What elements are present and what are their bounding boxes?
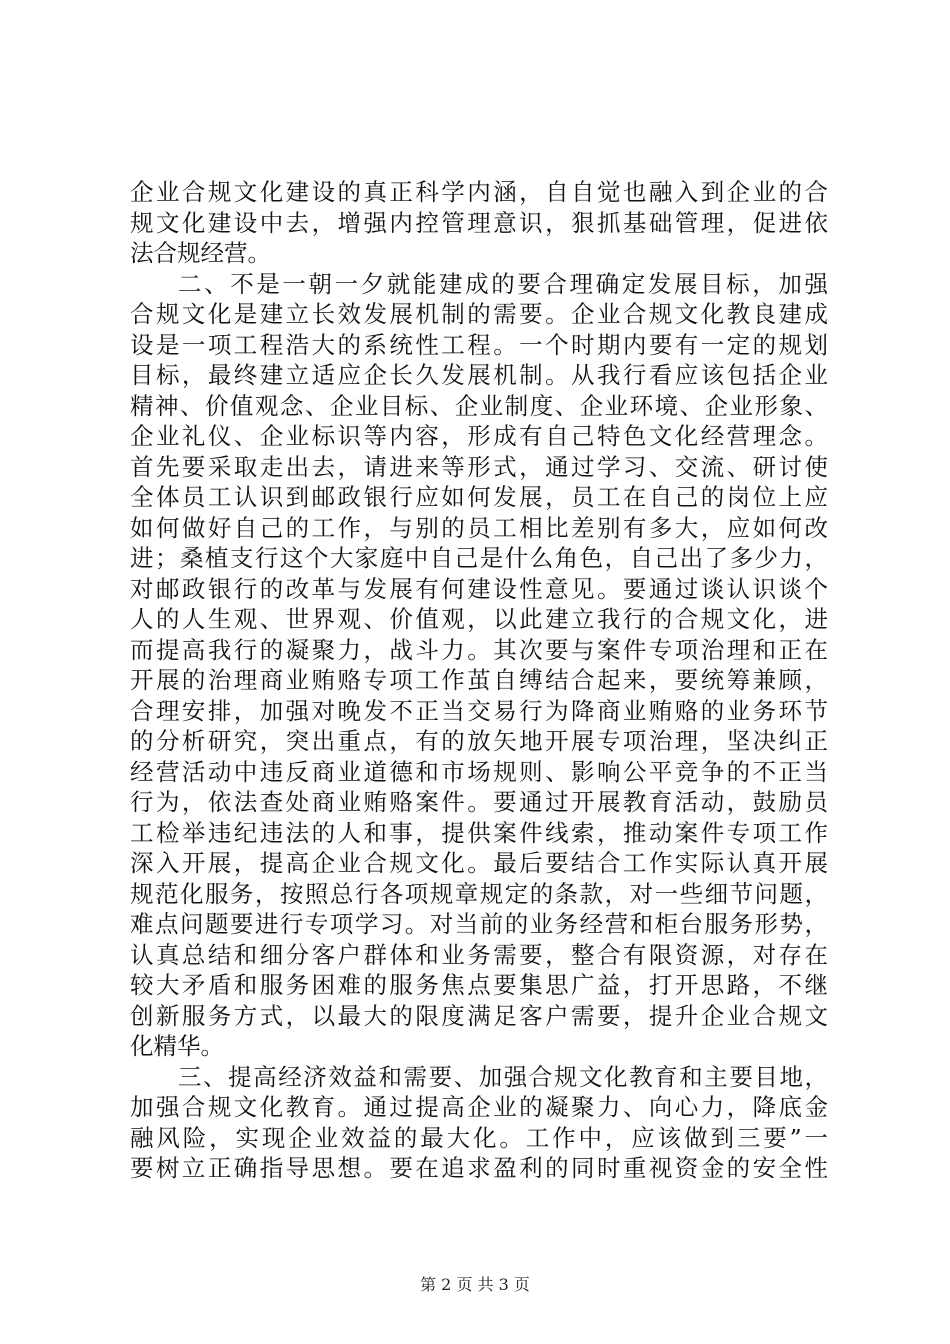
text-line: 目标，最终建立适应企长久发展机制。从我行看应该包括企业 <box>130 361 828 389</box>
text-line: 规文化建设中去，增强内控管理意识，狠抓基础管理，促进依 <box>130 208 828 237</box>
text-line: 设是一项工程浩大的系统性工程。一个时期内要有一定的规划 <box>130 330 828 359</box>
page-footer: 第 2 页 共 3 页 <box>420 1275 530 1294</box>
text-line: 开展的治理商业贿赂专项工作茧自缚结合起来，要统筹兼顾， <box>130 666 828 694</box>
text-line: 人的人生观、世界观、价值观，以此建立我行的合规文化，进 <box>130 605 828 633</box>
text-line: 难点问题要进行专项学习。对当前的业务经营和柜台服务形势， <box>130 910 828 938</box>
text-line: 全体员工认识到邮政银行应如何发展，员工在自己的岗位上应 <box>130 483 828 511</box>
text-line: 深入开展，提高企业合规文化。最后要结合工作实际认真开展 <box>130 849 828 877</box>
text-line: 行为，依法查处商业贿赂案件。要通过开展教育活动，鼓励员 <box>130 788 828 816</box>
text-line: 融风险，实现企业效益的最大化。工作中，应该做到三要”一 <box>130 1123 828 1152</box>
text-line: 创新服务方式，以最大的限度满足客户需要，提升企业合规文 <box>130 1001 828 1030</box>
text-line: 工检举违纪违法的人和事，提供案件线索，推动案件专项工作 <box>130 818 828 847</box>
text-line: 合理安排，加强对晚发不正当交易行为降商业贿赂的业务环节 <box>130 696 828 725</box>
text-line: 而提高我行的凝聚力，战斗力。其次要与案件专项治理和正在 <box>130 635 828 664</box>
text-line: 二、不是一朝一夕就能建成的要合理确定发展目标，加强 <box>178 269 828 298</box>
body-text <box>130 177 828 1184</box>
text-line: 要树立正确指导思想。要在追求盈利的同时重视资金的安全性 <box>130 1154 828 1182</box>
text-line: 经营活动中违反商业道德和市场规则、影响公平竞争的不正当 <box>130 757 828 786</box>
text-line: 精神、价值观念、企业目标、企业制度、企业环境、企业形象、 <box>130 391 828 420</box>
text-line: 合规文化是建立长效发展机制的需要。企业合规文化教良建成 <box>130 300 828 328</box>
text-line: 首先要采取走出去，请进来等形式，通过学习、交流、研讨使 <box>130 452 828 481</box>
text-line: 认真总结和细分客户群体和业务需要，整合有限资源，对存在 <box>130 940 828 969</box>
text-line: 法合规经营。 <box>130 239 271 267</box>
text-line: 加强合规文化教育。通过提高企业的凝聚力、向心力，降底金 <box>130 1093 828 1121</box>
text-line: 进；桑植支行这个大家庭中自己是什么角色，自己出了多少力， <box>130 544 828 572</box>
text-line: 三、提高经济效益和需要、加强合规文化教育和主要目地， <box>178 1062 828 1091</box>
text-line: 的分析研究，突出重点，有的放矢地开展专项治理，坚决纠正 <box>130 727 828 755</box>
text-line: 化精华。 <box>130 1032 224 1060</box>
text-line: 较大矛盾和服务困难的服务焦点要集思广益，打开思路，不继 <box>130 971 828 999</box>
text-line: 规范化服务，按照总行各项规章规定的条款，对一些细节问题， <box>130 879 828 908</box>
text-line: 如何做好自己的工作，与别的员工相比差别有多大，应如何改 <box>130 513 828 542</box>
text-line: 企业合规文化建设的真正科学内涵，自自觉也融入到企业的合 <box>130 178 828 206</box>
text-line: 对邮政银行的改革与发展有何建设性意见。要通过谈认识谈个 <box>130 574 828 603</box>
text-line: 企业礼仪、企业标识等内容，形成有自己特色文化经营理念。 <box>130 422 828 450</box>
